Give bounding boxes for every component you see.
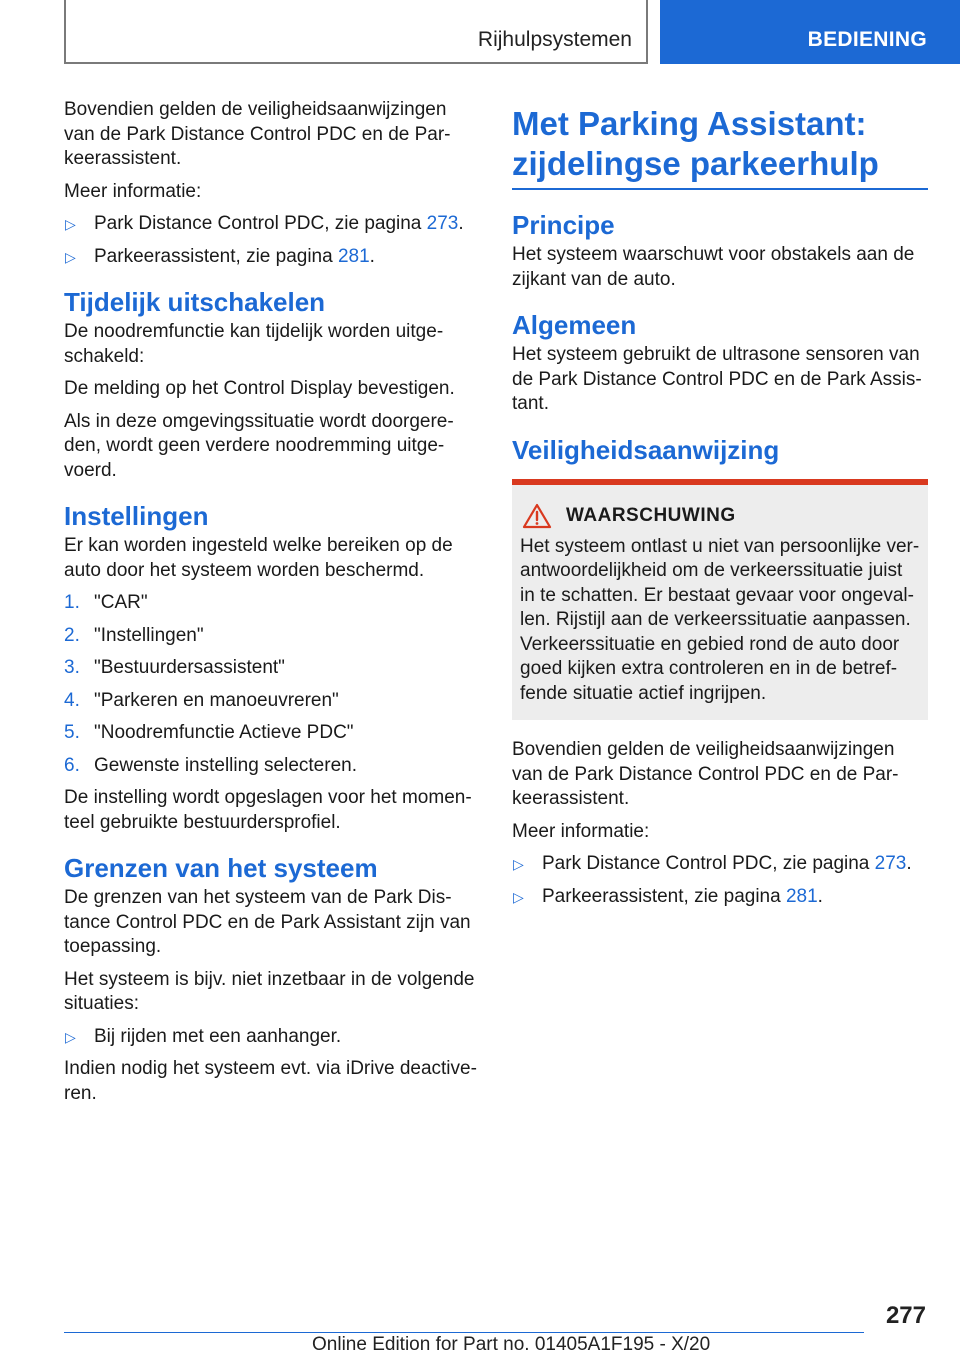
step-number: 4. bbox=[64, 689, 80, 711]
grenzen-p2: Het systeem is bijv. niet inzetbaar in de volgende situaties: bbox=[64, 968, 475, 1014]
footer-divider bbox=[64, 1332, 864, 1333]
heading-algemeen: Algemeen bbox=[512, 310, 637, 340]
list-item bbox=[64, 624, 478, 649]
reference-text: Parkeerassistent, zie pagina bbox=[542, 885, 786, 907]
right-column bbox=[512, 98, 928, 917]
reference-tail: . bbox=[906, 853, 912, 874]
tijdelijk-p2: De melding op het Control Display bevestigen. bbox=[64, 378, 455, 399]
heading-principe: Principe bbox=[512, 210, 615, 240]
triangle-right-icon: ▷ bbox=[65, 216, 76, 232]
page-link-273[interactable]: 273 bbox=[426, 213, 459, 234]
tijdelijk-p1: De noodremfunctie kan tijdelijk worden uitge-schakeld: bbox=[64, 321, 444, 367]
heading-grenzen: Grenzen van het systeem bbox=[64, 853, 378, 883]
grenzen-p1: De grenzen van het systeem van de Park Dis-tance Control PDC en de Park Assistant zijn van toepassing. bbox=[64, 887, 471, 957]
step-text: "Instellingen" bbox=[94, 624, 204, 646]
left-more-info: Meer informatie: bbox=[64, 180, 202, 202]
step-number: 1. bbox=[64, 592, 80, 613]
page-link-281[interactable]: 281 bbox=[337, 245, 370, 267]
list-item bbox=[512, 852, 928, 877]
section-title: Met Parking Assistant: zijdelingse parkeerhulp bbox=[512, 104, 928, 190]
left-intro: Bovendien gelden de veiligheidsaanwijzingen van de Park Distance Control PDC en de Par-keerassistent. bbox=[64, 99, 451, 169]
reference-text: Parkeerassistent, zie pagina bbox=[94, 245, 338, 267]
warning-text: Het systeem ontlast u niet van persoonlijke ver-antwoordelijkheid om de verkeerssituatie juist in te schatten. Er bestaat gevaar voor ongeval-len. Rijstijl aan de verkeerssituatie aanpassen. Verkeerssituatie en gebied rond de auto door goed kijken extra controleren en in de betref-fende situatie actief ingrijpen. bbox=[520, 535, 920, 704]
grenzen-p3: Indien nodig het systeem evt. via iDrive deactive-ren. bbox=[64, 1058, 477, 1104]
list-item bbox=[64, 245, 478, 270]
list-item bbox=[64, 721, 478, 746]
warning-box bbox=[512, 479, 928, 721]
heading-veiligheidsaanwijzing: Veiligheidsaanwijzing bbox=[512, 434, 780, 465]
reference-text: Park Distance Control PDC, zie pagina bbox=[542, 853, 875, 874]
heading-tijdelijk-uitschakelen: Tijdelijk uitschakelen bbox=[64, 287, 326, 317]
reference-tail: . bbox=[369, 245, 375, 267]
tijdelijk-p3: Als in deze omgevingssituatie wordt doorgere-den, wordt geen verdere noodremming uitge-voerd. bbox=[64, 410, 454, 481]
triangle-right-icon: ▷ bbox=[65, 248, 76, 265]
reference-text: Park Distance Control PDC, zie pagina bbox=[94, 213, 427, 234]
grenzen-list bbox=[64, 1025, 478, 1050]
left-reference-list bbox=[64, 212, 478, 269]
page-link-281[interactable]: 281 bbox=[785, 885, 818, 907]
list-item bbox=[64, 689, 478, 714]
step-text: "CAR" bbox=[94, 592, 148, 613]
step-number: 3. bbox=[64, 657, 80, 678]
algemeen-p1: Het systeem gebruikt de ultrasone sensoren van de Park Distance Control PDC en de Park Assis-tant. bbox=[512, 344, 922, 414]
right-intro: Bovendien gelden de veiligheidsaanwijzingen van de Park Distance Control PDC en de Par-keerassistent. bbox=[512, 739, 899, 809]
list-item bbox=[64, 591, 478, 616]
list-item bbox=[64, 656, 478, 681]
footer-edition: Online Edition for Part no. 01405A1F195 - X/20 bbox=[312, 1334, 711, 1355]
triangle-right-icon: ▷ bbox=[513, 888, 524, 905]
triangle-right-icon: ▷ bbox=[65, 1028, 76, 1045]
triangle-right-icon: ▷ bbox=[513, 856, 524, 872]
list-item bbox=[64, 1025, 478, 1050]
principe-p1: Het systeem waarschuwt voor obstakels aan de zijkant van de auto. bbox=[512, 244, 915, 290]
warning-title: WAARSCHUWING bbox=[566, 504, 736, 526]
right-reference-list bbox=[512, 852, 928, 909]
right-more-info: Meer informatie: bbox=[512, 820, 650, 842]
instellingen-p1: Er kan worden ingesteld welke bereiken op de auto door het systeem worden beschermd. bbox=[64, 535, 453, 581]
instellingen-steps bbox=[64, 591, 478, 778]
header-chapter-tab[interactable] bbox=[660, 0, 960, 64]
step-number: 2. bbox=[64, 624, 80, 646]
page-link-273[interactable]: 273 bbox=[874, 853, 907, 874]
instellingen-p2: De instelling wordt opgeslagen voor het momen-teel gebruikte bestuurdersprofiel. bbox=[64, 787, 472, 833]
grenzen-bullet-text: Bij rijden met een aanhanger. bbox=[94, 1025, 342, 1047]
list-item bbox=[64, 212, 478, 237]
warning-header bbox=[520, 503, 920, 529]
reference-tail: . bbox=[458, 213, 464, 234]
step-text: "Noodremfunctie Actieve PDC" bbox=[94, 722, 354, 743]
header-chapter-label: BEDIENING bbox=[807, 28, 927, 51]
warning-triangle-icon bbox=[522, 503, 552, 529]
list-item bbox=[512, 885, 928, 910]
header-section-box bbox=[64, 0, 648, 64]
heading-instellingen: Instellingen bbox=[64, 501, 209, 531]
header-section-title: Rijhulpsystemen bbox=[477, 28, 632, 51]
step-text: "Parkeren en manoeuvreren" bbox=[94, 689, 339, 711]
step-number: 5. bbox=[64, 722, 80, 743]
page-number: 277 bbox=[885, 1302, 926, 1329]
list-item bbox=[64, 754, 478, 779]
step-number: 6. bbox=[64, 754, 80, 776]
left-column bbox=[64, 98, 478, 1114]
reference-tail: . bbox=[817, 885, 823, 907]
step-text: Gewenste instelling selecteren. bbox=[94, 754, 357, 776]
step-text: "Bestuurdersassistent" bbox=[94, 657, 285, 678]
